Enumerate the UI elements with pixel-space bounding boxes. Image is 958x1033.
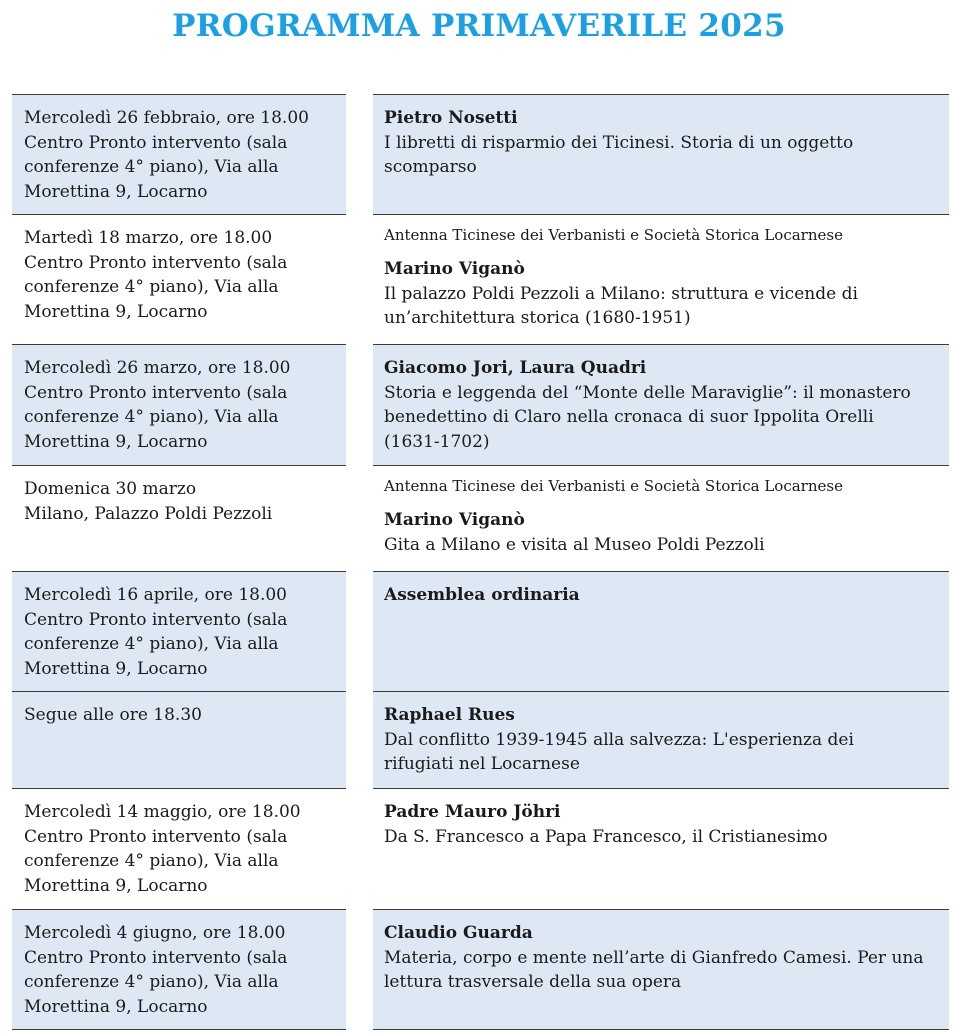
event-date-location: [12, 691, 346, 788]
location-line: Milano, Palazzo Poldi Pezzoli: [24, 503, 273, 524]
event-date-location: [12, 788, 346, 909]
date-line: Mercoledì 4 giugno, ore 18.00: [24, 923, 286, 943]
location-line: conferenze 4° piano), Via alla: [24, 407, 279, 427]
location-line: Centro Pronto intervento (sala: [24, 252, 288, 273]
event-details: [373, 344, 949, 465]
event-title: Assemblea ordinaria: [384, 585, 580, 605]
location-line: conferenze 4° piano), Via alla: [24, 277, 279, 297]
topic-line: Materia, corpo e mente nell’arte di Gianfredo Camesi. Per una: [384, 947, 924, 968]
table-row: [0, 214, 958, 344]
location-line: conferenze 4° piano), Via alla: [24, 851, 279, 871]
speaker-name: Giacomo Jori, Laura Quadri: [384, 358, 647, 378]
date-line: Mercoledì 14 maggio, ore 18.00: [24, 802, 301, 822]
topic-line: scomparso: [384, 157, 477, 177]
date-line: Domenica 30 marzo: [24, 479, 197, 499]
topic-line: benedettino di Claro nella cronaca di suor Ippolita Orelli: [384, 407, 874, 427]
location-line: conferenze 4° piano), Via alla: [24, 157, 279, 177]
event-date-location: [12, 571, 346, 691]
event-date-location: [12, 214, 346, 344]
table-row: [0, 344, 958, 465]
speaker-name: Marino Viganò: [384, 259, 525, 279]
event-date-location: [12, 909, 346, 1030]
speaker-name: Pietro Nosetti: [384, 108, 518, 128]
location-line: Centro Pronto intervento (sala: [24, 609, 288, 630]
page-title: PROGRAMMA PRIMAVERILE 2025: [172, 8, 786, 44]
time-line: Segue alle ore 18.30: [24, 705, 202, 725]
table-row: [0, 788, 958, 909]
event-date-location: [12, 465, 346, 571]
location-line: Morettina 9, Locarno: [24, 181, 208, 202]
speaker-name: Marino Viganò: [384, 510, 525, 530]
event-details: [373, 571, 949, 691]
location-line: conferenze 4° piano), Via alla: [24, 972, 279, 992]
location-line: Morettina 9, Locarno: [24, 301, 208, 322]
table-row: [0, 691, 958, 788]
topic-line: Da S. Francesco a Papa Francesco, il Cristianesimo: [384, 826, 828, 847]
location-line: Morettina 9, Locarno: [24, 875, 208, 896]
table-row: [0, 909, 958, 1030]
topic-line: (1631-1702): [384, 431, 490, 452]
topic-line: I libretti di risparmio dei Ticinesi. Storia di un oggetto: [384, 132, 854, 153]
topic-line: Gita a Milano e visita al Museo Poldi Pezzoli: [384, 534, 765, 555]
programme-table: [0, 94, 958, 1030]
event-details: [373, 788, 949, 909]
topic-line: Storia e leggenda del “Monte delle Maraviglie”: il monastero: [384, 382, 911, 403]
location-line: Centro Pronto intervento (sala: [24, 382, 288, 403]
location-line: Morettina 9, Locarno: [24, 431, 208, 452]
topic-line: un’architettura storica (1680-1951): [384, 308, 691, 328]
speaker-name: Claudio Guarda: [384, 923, 533, 943]
table-row: [0, 571, 958, 691]
organizer-line: Antenna Ticinese dei Verbanisti e Società Storica Locarnese: [384, 477, 843, 495]
event-details: [373, 691, 949, 788]
topic-line: Il palazzo Poldi Pezzoli a Milano: struttura e vicende di: [384, 283, 858, 304]
event-details: [373, 909, 949, 1030]
topic-line: rifugiati nel Locarnese: [384, 754, 580, 774]
table-row: [0, 94, 958, 214]
date-line: Martedì 18 marzo, ore 18.00: [24, 228, 273, 248]
location-line: Morettina 9, Locarno: [24, 658, 208, 679]
speaker-name: Padre Mauro Jöhri: [384, 802, 561, 822]
table-row: [0, 465, 958, 571]
event-details: [373, 214, 949, 344]
location-line: Centro Pronto intervento (sala: [24, 947, 288, 968]
organizer-line: Antenna Ticinese dei Verbanisti e Società Storica Locarnese: [384, 226, 843, 244]
date-line: Mercoledì 26 marzo, ore 18.00: [24, 358, 291, 378]
location-line: Centro Pronto intervento (sala: [24, 826, 288, 847]
date-line: Mercoledì 16 aprile, ore 18.00: [24, 585, 287, 605]
event-details: [373, 94, 949, 214]
location-line: conferenze 4° piano), Via alla: [24, 634, 279, 654]
event-date-location: [12, 344, 346, 465]
event-details: [373, 465, 949, 571]
event-date-location: [12, 94, 346, 214]
date-line: Mercoledì 26 febbraio, ore 18.00: [24, 108, 309, 128]
location-line: Centro Pronto intervento (sala: [24, 132, 288, 153]
topic-line: Dal conflitto 1939-1945 alla salvezza: L'esperienza dei: [384, 729, 854, 750]
topic-line: lettura trasversale della sua opera: [384, 972, 682, 992]
location-line: Morettina 9, Locarno: [24, 996, 208, 1017]
speaker-name: Raphael Rues: [384, 705, 515, 725]
